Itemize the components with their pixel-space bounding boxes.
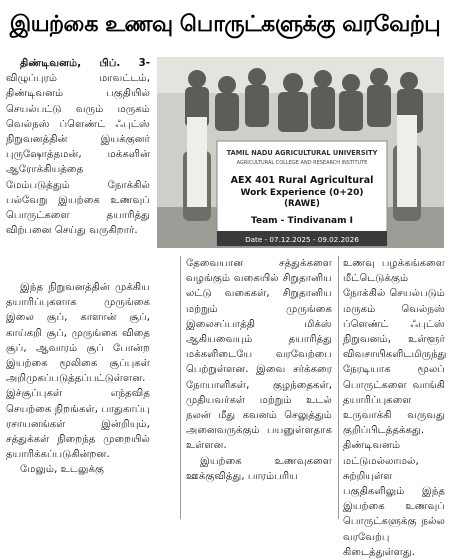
article-column-2 xyxy=(186,256,332,484)
paragraph-text: இயற்கை உணவுகளை ஊக்குவித்து, பாரம்பரிய xyxy=(186,455,332,482)
group-photo-drawing xyxy=(157,57,444,248)
banner-program-abbr: (RAWE) xyxy=(284,199,320,209)
banner-program: Work Experience (0+20) xyxy=(240,188,364,198)
banner-college: AGRICULTURAL COLLEGE AND RESEARCH INSTITUTE xyxy=(236,160,368,166)
article-column-1-continued xyxy=(6,280,150,478)
article-paragraph xyxy=(6,56,150,238)
article-paragraph xyxy=(186,454,332,484)
banner-team: Team - Tindivanam I xyxy=(251,216,353,226)
article-photo xyxy=(157,57,444,248)
headline: இயற்கை உணவு பொருட்களுக்கு வரவேற்பு xyxy=(9,12,441,37)
paragraph-text: மேலும், உடலுக்கு xyxy=(20,464,104,476)
paragraph-text: தேவையான சத்துக்களை வழங்கும் வகையில் சிறுதானிய லட்டு வகைகள், சிறுதானிய மற்றும் முருங்கை இலைசப்பாத்தி மிக்ஸ் ஆகியவையும் தயாரித்து மக்களிடையே வரவேற்பை பெற்றுள்ளன. இவை சர்க்கரை நோயாளிகள், குழந்தைகள், முதியவர்கள் மற்றும் உடல் நலன் மீது கவனம் செலுத்தும் அனைவருக்கும் பயனுள்ளதாக உள்ளன. xyxy=(186,258,332,452)
paragraph-text: விழுப்புரம் மாவட்டம், திண்டிவனம் பகுதியில் செயல்பட்டு வரும் மருகம் வெல்நஸ் ப்ளெண்ட் ஃபுட்ஸ் நிறுவனத்தின் இயக்குனர் புருஷோத்தமன், மக்களின் ஆரோக்கியத்தை மேம்படுத்தும் நோக்கில் பல்வேறு இயற்கை உணவுப் பொருட்களை தயாரித்து விற்பனை செய்து வருகிறார். xyxy=(6,73,150,237)
article-paragraph xyxy=(186,256,332,454)
article-paragraph xyxy=(343,256,445,560)
banner-university: TAMIL NADU AGRICULTURAL UNIVERSITY xyxy=(226,149,378,157)
article-paragraph xyxy=(6,462,150,477)
article-paragraph xyxy=(6,280,150,462)
banner-date: Date - 07.12.2025 - 09.02.2026 xyxy=(245,235,359,244)
banner-course: AEX 401 Rural Agricultural xyxy=(230,175,374,186)
article-column-1 xyxy=(6,56,150,238)
paragraph-text: உணவு பழக்கங்களை மீட்டெடுக்கும் நோக்கில் செயல்படும் மருகம் வெல்நஸ் ப்ளெண்ட் ஃபுட்ஸ் நிறுவனம், உள்ளூர் விவசாயிகளிடமிருந்து நேரடியாக மூலப் பொருட்களை வாங்கி தயாரிப்புகளை உருவாக்கி வருவது குறிப்பிடத்தக்கது. திண்டிவனம் மட்டுமல்லாமல், சுற்றியுள்ள பகுதிகளிலும் இந்த இயற்கை உணவுப் பொருட்களுக்கு நல்ல வரவேற்பு கிடைத்துள்ளது. xyxy=(343,258,447,558)
column-rule xyxy=(180,256,181,519)
paragraph-text: இந்த நிறுவனத்தின் முக்கிய தயாரிப்புகளாக முருங்கை இலை சூப், காளான் சூப், காய்கறி சூப், முருங்கை விதை சூப், ஆவாரம் சூப் போன்ற இயற்கை மூலிகை சூப்புகள் அறிமுகப்படுத்தப்பட்டுள்ளன. இச்சூப்புகள் எந்தவித செயற்கை நிறங்கள், பாதுகாப்பு ரசாயனங்கள் இன்றியும், சத்துக்கள் நிறைந்த முறையில் தயாரிக்கப்படுகின்றன. xyxy=(6,282,150,461)
column-rule xyxy=(338,256,339,519)
dateline: திண்டிவனம், பிப். 3- xyxy=(20,58,150,69)
article-column-3 xyxy=(343,256,445,560)
